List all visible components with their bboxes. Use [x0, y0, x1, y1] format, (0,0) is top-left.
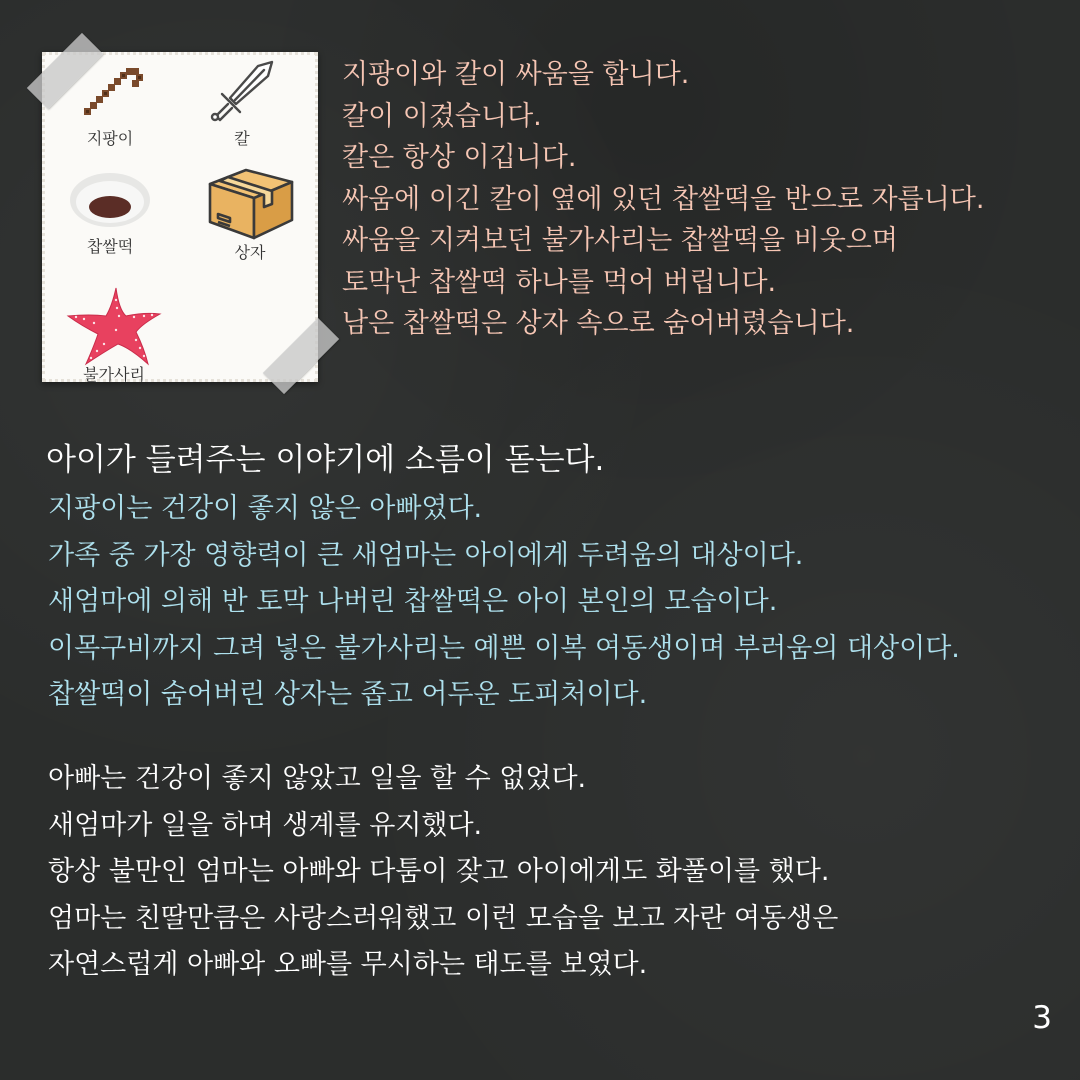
section-heading: 아이가 들려주는 이야기에 소름이 돋는다. — [46, 442, 605, 478]
story-line: 칼은 항상 이깁니다. — [342, 142, 577, 173]
interpretation-line: 지팡이는 건강이 좋지 않은 아빠였다. — [48, 493, 483, 524]
starfish-icon — [64, 286, 164, 366]
interpretation-line: 이목구비까지 그려 넣은 불가사리는 예쁜 이복 여동생이며 부러움의 대상이다. — [48, 632, 960, 664]
legend-label-cane: 지팡이 — [86, 129, 134, 148]
story-line: 싸움에 이긴 칼이 옆에 있던 찹쌀떡을 반으로 자릅니다. — [342, 183, 985, 215]
legend-item-sword — [202, 56, 282, 149]
legend-label-ricecake: 찹쌀떡 — [86, 237, 134, 256]
story-line: 남은 찹쌀떡은 상자 속으로 숨어버렸습니다. — [342, 308, 855, 339]
story-line: 싸움을 지켜보던 불가사리는 찹쌀떡을 비웃으며 — [342, 225, 898, 256]
sword-icon — [202, 56, 282, 122]
background-line: 아빠는 건강이 좋지 않았고 일을 할 수 없었다. — [48, 763, 587, 794]
legend-label-starfish: 불가사리 — [83, 365, 145, 384]
interpretation-line: 가족 중 가장 영향력이 큰 새엄마는 아이에게 두려움의 대상이다. — [48, 539, 804, 571]
ricecake-icon — [64, 168, 156, 230]
story-line: 지팡이와 칼이 싸움을 합니다. — [342, 59, 690, 90]
box-icon — [202, 162, 298, 242]
legend-item-ricecake — [64, 168, 156, 257]
story-line: 칼이 이겼습니다. — [342, 100, 542, 132]
background-line: 자연스럽게 아빠와 오빠를 무시하는 태도를 보였다. — [48, 949, 648, 980]
background-line: 항상 불만인 엄마는 아빠와 다툼이 잦고 아이에게도 화풀이를 했다. — [48, 856, 830, 887]
page-number: 3 — [1032, 1000, 1052, 1036]
story-text — [342, 54, 1062, 345]
legend-item-box — [202, 162, 298, 263]
legend-item-starfish — [64, 286, 164, 385]
background-text — [48, 756, 838, 989]
interpretation-line: 찹쌀떡이 숨어버린 상자는 좁고 어두운 도피처이다. — [48, 679, 648, 710]
story-line: 토막난 찹쌀떡 하나를 먹어 버립니다. — [342, 266, 777, 298]
interpretation-text — [48, 486, 960, 719]
legend-card — [42, 52, 318, 382]
legend-label-sword: 칼 — [234, 129, 250, 148]
interpretation-line: 새엄마에 의해 반 토막 나버린 찹쌀떡은 아이 본인의 모습이다. — [48, 586, 778, 617]
legend-label-box: 상자 — [234, 243, 266, 262]
background-line: 새엄마가 일을 하며 생계를 유지했다. — [48, 809, 483, 841]
background-line: 엄마는 친딸만큼은 사랑스러워했고 이런 모습을 보고 자란 여동생은 — [48, 902, 839, 934]
